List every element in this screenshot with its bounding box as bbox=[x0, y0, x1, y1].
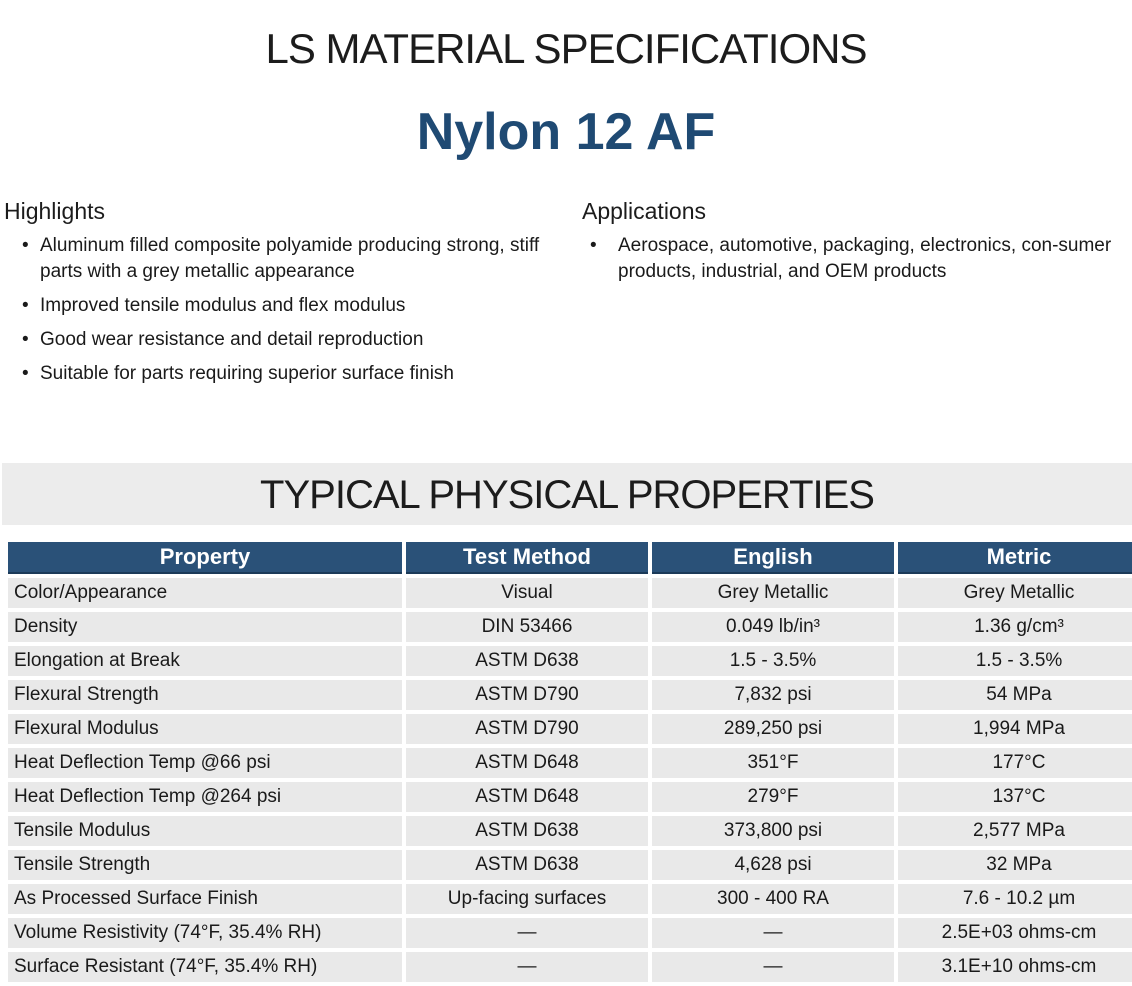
cell-test-method: ASTM D648 bbox=[406, 782, 648, 812]
highlight-item: • Improved tensile modulus and flex modulus bbox=[4, 293, 564, 319]
cell-english: 279°F bbox=[652, 782, 894, 812]
cell-english: — bbox=[652, 918, 894, 948]
cell-property: Tensile Modulus bbox=[8, 816, 402, 846]
cell-test-method: ASTM D638 bbox=[406, 850, 648, 880]
highlights-list bbox=[4, 233, 564, 387]
cell-metric: 2.5E+03 ohms-cm bbox=[898, 918, 1132, 948]
cell-property: Surface Resistant (74°F, 35.4% RH) bbox=[8, 952, 402, 982]
cell-property: Heat Deflection Temp @264 psi bbox=[8, 782, 402, 812]
cell-property: Flexural Strength bbox=[8, 680, 402, 710]
header-test-method: Test Method bbox=[406, 542, 648, 574]
cell-test-method: Visual bbox=[406, 578, 648, 608]
table-row bbox=[8, 578, 1132, 608]
cell-metric: 1,994 MPa bbox=[898, 714, 1132, 744]
cell-test-method: — bbox=[406, 918, 648, 948]
cell-property: Elongation at Break bbox=[8, 646, 402, 676]
cell-test-method: Up-facing surfaces bbox=[406, 884, 648, 914]
cell-english: 1.5 - 3.5% bbox=[652, 646, 894, 676]
applications-heading: Applications bbox=[582, 198, 707, 224]
properties-table-body bbox=[8, 578, 1132, 982]
cell-metric: 137°C bbox=[898, 782, 1132, 812]
highlight-item: • Aluminum filled composite polyamide producing strong, stiff parts with a grey metallic appearance bbox=[4, 233, 564, 285]
cell-metric: 32 MPa bbox=[898, 850, 1132, 880]
cell-english: 373,800 psi bbox=[652, 816, 894, 846]
table-row bbox=[8, 646, 1132, 676]
cell-metric: 54 MPa bbox=[898, 680, 1132, 710]
cell-test-method: ASTM D648 bbox=[406, 748, 648, 778]
table-header-row bbox=[8, 542, 1132, 574]
cell-metric: 2,577 MPa bbox=[898, 816, 1132, 846]
applications-list bbox=[582, 233, 1122, 285]
cell-test-method: ASTM D638 bbox=[406, 646, 648, 676]
table-row bbox=[8, 850, 1132, 880]
cell-metric: 1.36 g/cm³ bbox=[898, 612, 1132, 642]
cell-property: Color/Appearance bbox=[8, 578, 402, 608]
table-row bbox=[8, 680, 1132, 710]
applications-section bbox=[582, 198, 1122, 293]
cell-metric: 3.1E+10 ohms-cm bbox=[898, 952, 1132, 982]
table-row bbox=[8, 782, 1132, 812]
cell-english: — bbox=[652, 952, 894, 982]
table-row bbox=[8, 612, 1132, 642]
product-title: Nylon 12 AF bbox=[416, 103, 716, 161]
properties-heading: TYPICAL PHYSICAL PROPERTIES bbox=[260, 473, 874, 517]
table-row bbox=[8, 816, 1132, 846]
cell-metric: Grey Metallic bbox=[898, 578, 1132, 608]
cell-metric: 7.6 - 10.2 µm bbox=[898, 884, 1132, 914]
cell-test-method: — bbox=[406, 952, 648, 982]
cell-property: Heat Deflection Temp @66 psi bbox=[8, 748, 402, 778]
cell-english: 300 - 400 RA bbox=[652, 884, 894, 914]
cell-test-method: ASTM D790 bbox=[406, 714, 648, 744]
cell-english: 0.049 lb/in³ bbox=[652, 612, 894, 642]
highlight-item: • Suitable for parts requiring superior surface finish bbox=[4, 361, 564, 387]
table-row bbox=[8, 884, 1132, 914]
cell-metric: 177°C bbox=[898, 748, 1132, 778]
highlight-item: • Good wear resistance and detail reproduction bbox=[4, 327, 564, 353]
table-row bbox=[8, 918, 1132, 948]
cell-metric: 1.5 - 3.5% bbox=[898, 646, 1132, 676]
cell-english: 7,832 psi bbox=[652, 680, 894, 710]
cell-test-method: ASTM D638 bbox=[406, 816, 648, 846]
table-row bbox=[8, 952, 1132, 982]
application-item: • Aerospace, automotive, packaging, electronics, con-sumer products, industrial, and OEM products bbox=[582, 233, 1122, 285]
cell-property: Density bbox=[8, 612, 402, 642]
cell-property: Volume Resistivity (74°F, 35.4% RH) bbox=[8, 918, 402, 948]
cell-property: Tensile Strength bbox=[8, 850, 402, 880]
cell-english: 351°F bbox=[652, 748, 894, 778]
cell-test-method: ASTM D790 bbox=[406, 680, 648, 710]
header-property: Property bbox=[8, 542, 402, 574]
cell-english: Grey Metallic bbox=[652, 578, 894, 608]
header-english: English bbox=[652, 542, 894, 574]
cell-property: As Processed Surface Finish bbox=[8, 884, 402, 914]
table-row bbox=[8, 748, 1132, 778]
properties-heading-band bbox=[2, 463, 1132, 525]
highlights-heading: Highlights bbox=[4, 198, 105, 224]
cell-property: Flexural Modulus bbox=[8, 714, 402, 744]
cell-test-method: DIN 53466 bbox=[406, 612, 648, 642]
highlights-section bbox=[4, 198, 564, 395]
cell-english: 289,250 psi bbox=[652, 714, 894, 744]
table-row bbox=[8, 714, 1132, 744]
header-metric: Metric bbox=[898, 542, 1132, 574]
properties-table bbox=[4, 538, 1132, 986]
cell-english: 4,628 psi bbox=[652, 850, 894, 880]
spec-sheet-eyebrow: LS MATERIAL SPECIFICATIONS bbox=[265, 25, 867, 72]
